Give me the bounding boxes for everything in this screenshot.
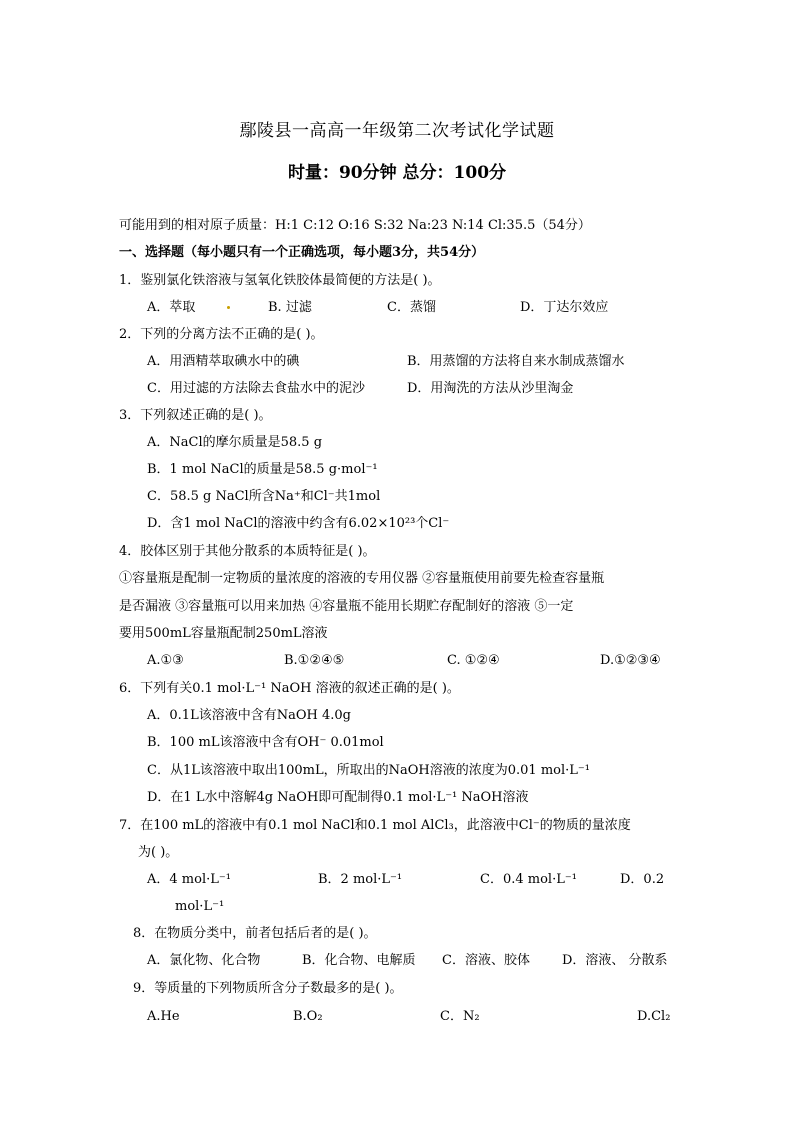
question-4-option-d: D.①②③④: [600, 653, 661, 668]
section-heading: 一、选择题（每小题只有一个正确选项，每小题3分，共54分）: [119, 245, 485, 260]
question-3-option-b: B．1 mol NaCl的质量是58.5 g·mol⁻¹: [147, 462, 378, 477]
question-4-option-a: A.①③: [147, 653, 184, 668]
question-2-option-a: A．用酒精萃取碘水中的碘: [147, 354, 300, 369]
page-title: 鄢陵县一高高一年级第二次考试化学试题: [239, 121, 555, 141]
question-4-option-c: C. ①②④: [447, 653, 500, 668]
question-3-option-c: C．58.5 g NaCl所含Na⁺和Cl⁻共1mol: [147, 489, 381, 504]
question-6-option-c: C．从1L该溶液中取出100mL，所取出的NaOH溶液的浓度为0.01 mol·L⁻¹: [147, 763, 590, 778]
question-3-option-a: A．NaCl的摩尔质量是58.5 g: [147, 435, 323, 450]
question-8-option-b: B．化合物、电解质: [302, 953, 416, 968]
question-7-option-d: D．0.2: [620, 872, 665, 887]
question-1-stem: 1．鉴别氯化铁溶液与氢氧化铁胶体最简便的方法是( )。: [119, 273, 441, 288]
question-6-option-a: A．0.1L该溶液中含有NaOH 4.0g: [147, 708, 351, 723]
question-8-option-c: C．溶液、胶体: [442, 953, 530, 968]
question-7-stem-continued: 为( )。: [138, 845, 179, 860]
question-6-stem: 6．下列有关0.1 mol·L⁻¹ NaOH 溶液的叙述正确的是( )。: [119, 681, 460, 696]
question-4-option-b: B.①②④⑤: [284, 653, 345, 668]
question-8-stem: 8．在物质分类中，前者包括后者的是( )。: [133, 926, 377, 941]
question-7-stem: 7．在100 mL的溶液中有0.1 mol NaCl和0.1 mol AlCl₃，此溶液中Cl⁻的物质的量浓度: [119, 818, 631, 833]
question-4-statement-line-2: 是否漏液 ③容量瓶可以用来加热 ④容量瓶不能用长期贮存配制好的溶液 ⑤一定: [119, 599, 574, 614]
question-6-option-d: D．在1 L水中溶解4g NaOH即可配制得0.1 mol·L⁻¹ NaOH溶液: [147, 790, 529, 805]
question-9-option-c: C．N₂: [440, 1009, 480, 1024]
question-3-stem: 3．下列叙述正确的是( )。: [119, 408, 272, 423]
question-1-option-a: A．萃取: [147, 300, 196, 315]
question-2-option-b: B．用蒸馏的方法将自来水制成蒸馏水: [407, 354, 625, 369]
question-2-option-c: C．用过滤的方法除去食盐水中的泥沙: [147, 381, 365, 396]
question-7-option-d-unit: mol·L⁻¹: [175, 899, 225, 914]
question-7-option-b: B．2 mol·L⁻¹: [318, 872, 403, 887]
question-8-option-d: D．溶液、 分散系: [562, 953, 668, 968]
question-4-statement-line-3: 要用500mL容量瓶配制250mL溶液: [119, 626, 328, 641]
question-2-option-d: D．用淘洗的方法从沙里淘金: [407, 381, 574, 396]
question-4-statement-line-1: ①容量瓶是配制一定物质的量浓度的溶液的专用仪器 ②容量瓶使用前要先检查容量瓶: [119, 571, 605, 586]
question-4-stem: 4．胶体区别于其他分散系的本质特征是( )。: [119, 544, 376, 559]
question-8-option-a: A．氯化物、化合物: [147, 953, 261, 968]
question-9-option-b: B.O₂: [293, 1009, 323, 1024]
question-2-stem: 2．下列的分离方法不正确的是( )。: [119, 327, 324, 342]
question-1-option-c: C．蒸馏: [387, 300, 436, 315]
question-1-option-d: D．丁达尔效应: [520, 300, 609, 315]
question-6-option-b: B．100 mL该溶液中含有OH⁻ 0.01mol: [147, 735, 384, 750]
question-9-option-d: D.Cl₂: [637, 1009, 671, 1024]
page-subtitle: 时量：90分钟 总分：100分: [287, 163, 507, 183]
question-7-option-a: A．4 mol·L⁻¹: [147, 872, 231, 887]
question-1-option-b: B. 过滤: [268, 300, 312, 315]
atomic-masses-line: 可能用到的相对原子质量：H:1 C:12 O:16 S:32 Na:23 N:14 Cl:35.5（54分）: [119, 218, 591, 233]
question-9-option-a: A.He: [147, 1009, 180, 1024]
question-7-option-c: C．0.4 mol·L⁻¹: [480, 872, 577, 887]
question-9-stem: 9．等质量的下列物质所含分子数最多的是( )。: [133, 981, 403, 996]
stray-dot-mark: [227, 306, 230, 309]
question-3-option-d: D．含1 mol NaCl的溶液中约含有6.02×10²³个Cl⁻: [147, 516, 450, 531]
